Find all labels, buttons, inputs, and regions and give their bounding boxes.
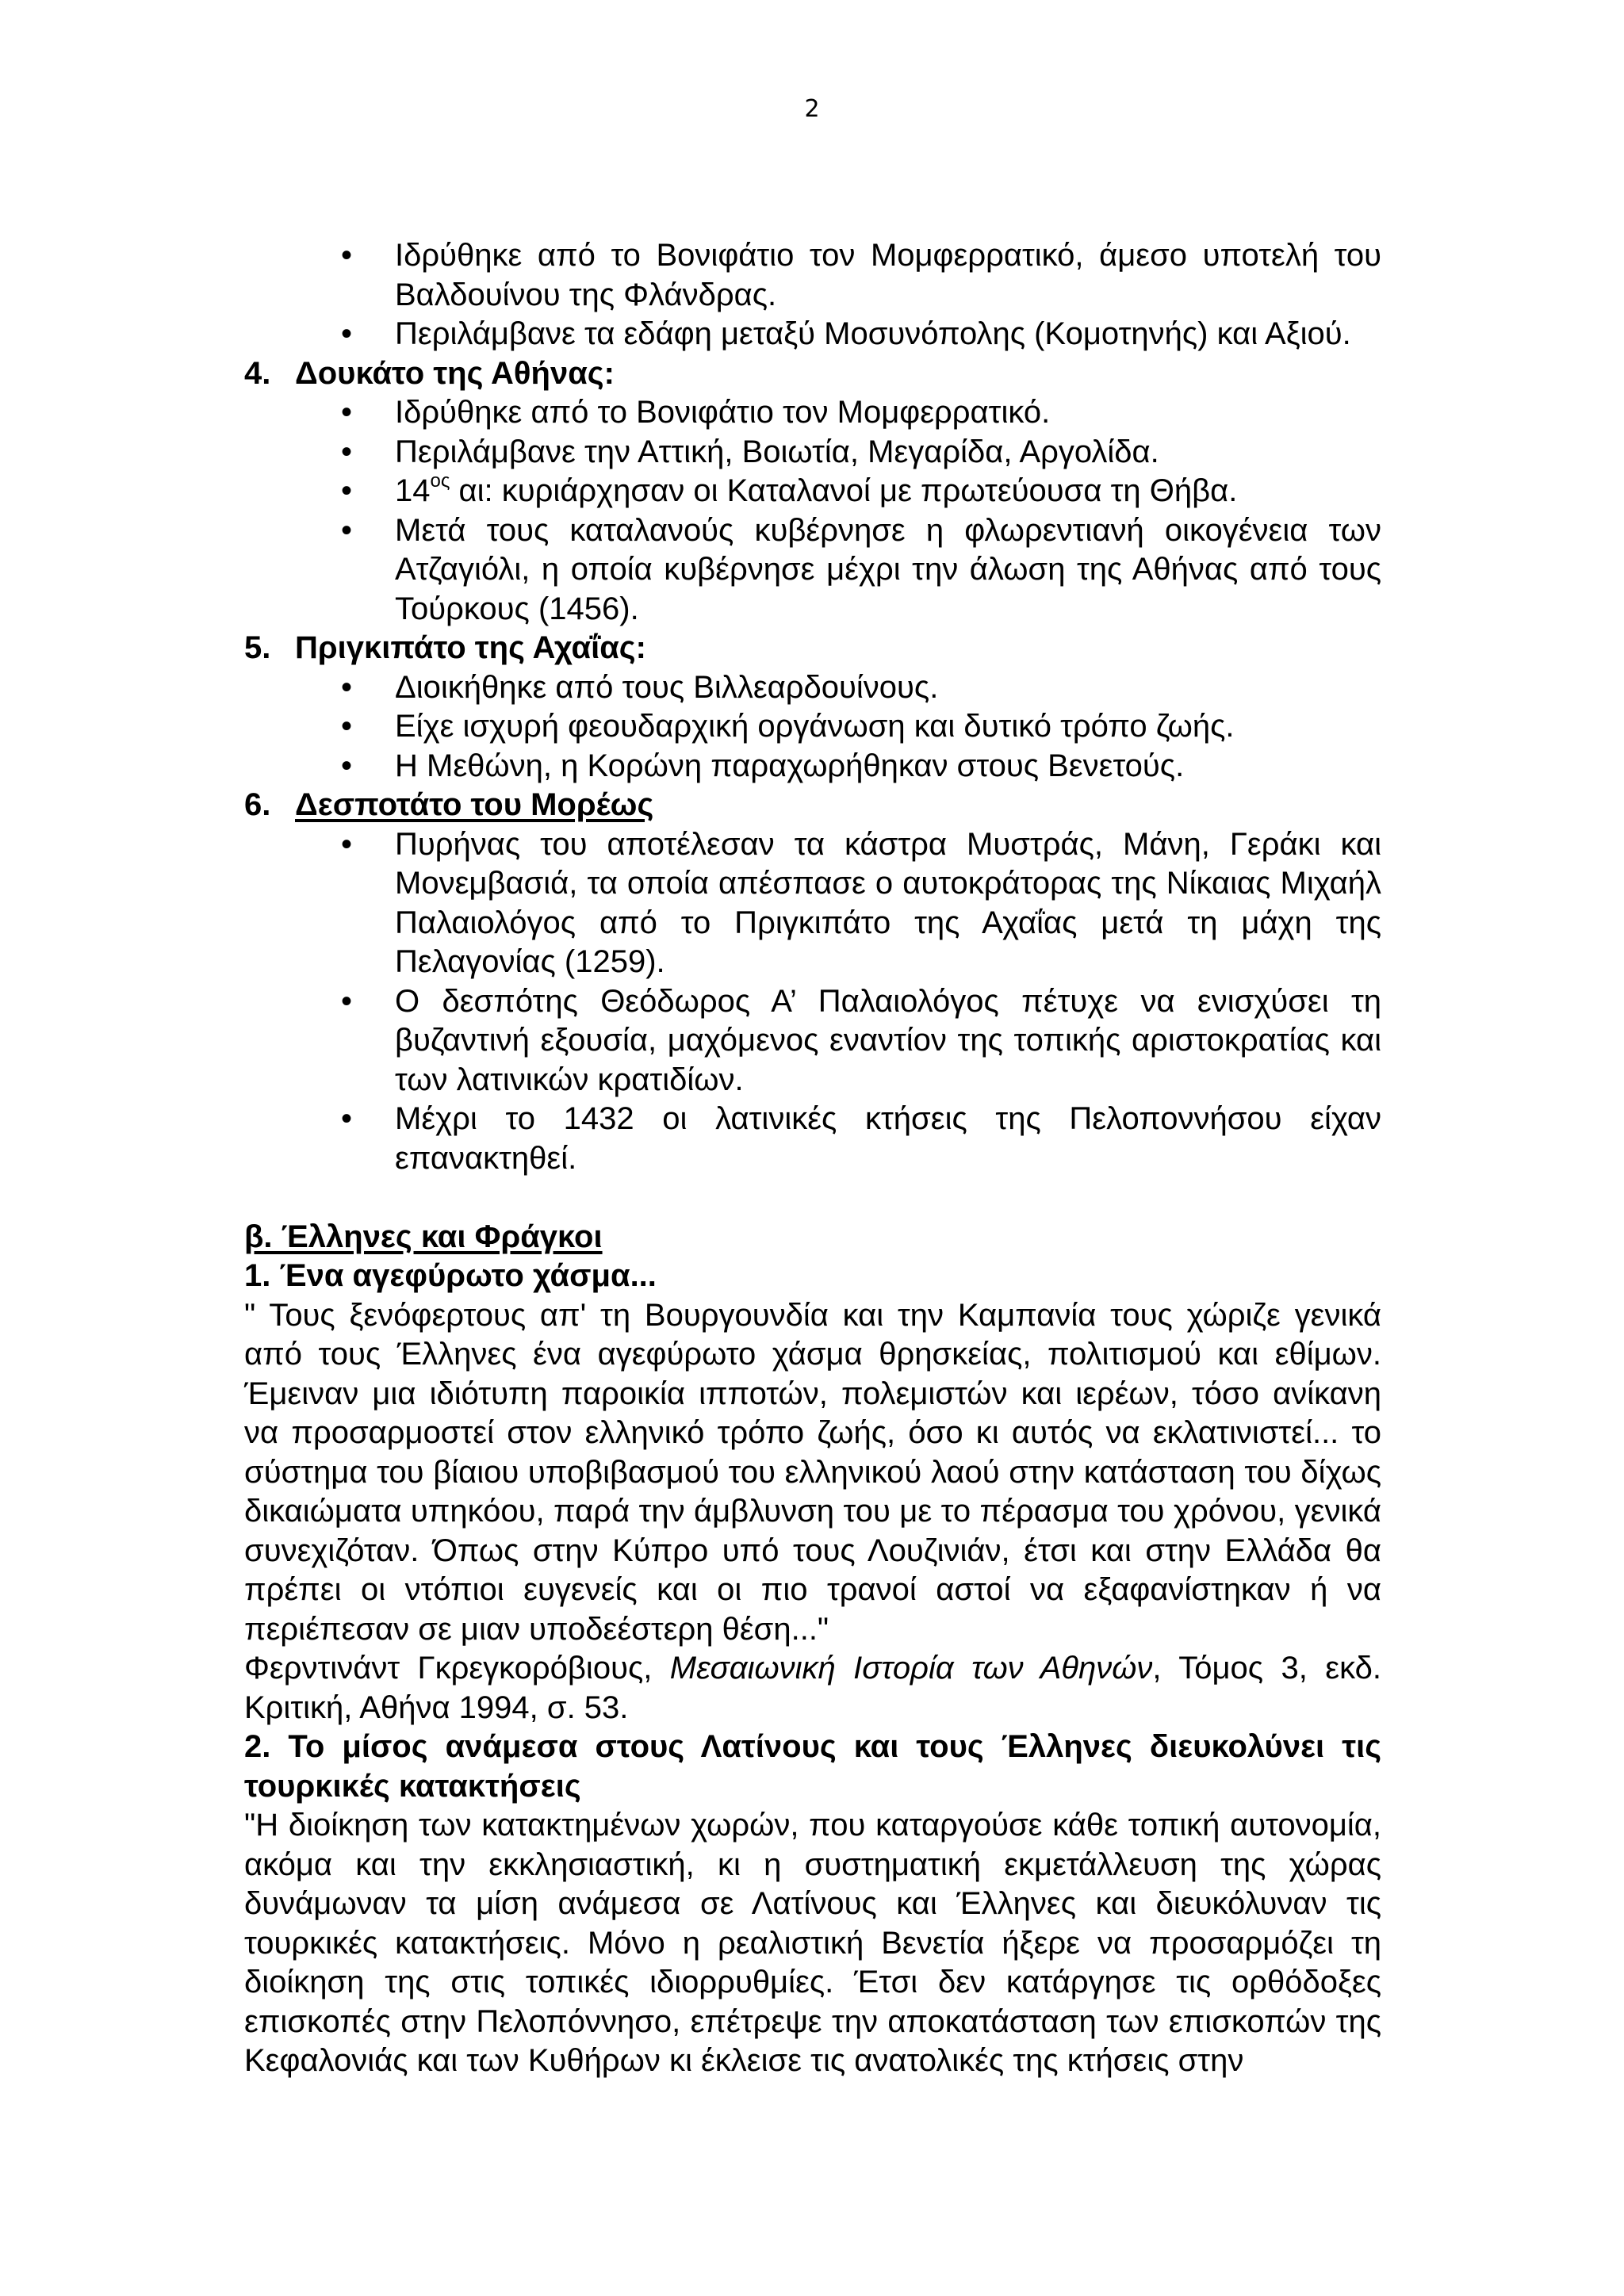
section-title: Πριγκιπάτο της Αχαΐας: (295, 630, 646, 665)
section-4-bullets (244, 393, 1381, 629)
section-5-bullets (244, 668, 1381, 786)
section-number: 5. (244, 630, 271, 665)
list-item: • Ο δεσπότης Θεόδωρος Α’ Παλαιολόγος πέτυχε να ενισχύσει τη βυζαντινή εξουσία, μαχόμενος εναντίον της τοπικής αριστοκρατίας και των λατινικών κρατιδίων. (395, 982, 1381, 1100)
list-item-century (395, 469, 1381, 511)
list-item: • Είχε ισχυρή φεουδαρχική οργάνωση και δυτικό τρόπο ζωής. (395, 707, 1381, 747)
citation-book-title: Μεσαιωνική Ιστορία των Αθηνών (669, 1651, 1153, 1686)
section-title: Δεσποτάτο του Μορέως (295, 787, 654, 822)
subheading-1: 1. Ένα αγεφύρωτο χάσμα... (244, 1258, 657, 1293)
century-number: 14 (395, 473, 431, 508)
list-item: • Ιδρύθηκε από το Βονιφάτιο τον Μομφερρατικό. (395, 393, 1381, 433)
quote-1: " Τους ξενόφερτους απ' τη Βουργουνδία και την Καμπανία τους χώριζε γενικά από τους Έλληνες ένα αγεφύρωτο χάσμα θρησκείας, πολιτισμού και εθίμων. Έμειναν μια ιδιότυπη παροικία ιπποτών, πολεμιστών και ιερέων, τόσο ανίκανη να προσαρμοστεί στον ελληνικό τρόπο ζωής, όσο κι αυτός να εκλατινιστεί... το σύστημα του βίαιου υποβιβασμού του ελληνικού λαού στην κατάσταση του δίχως δικαιώματα υπηκόου, παρά την άμβλυνση του με το πέρασμα του χρόνου, γενικά συνεχιζόταν. Όπως στην Κύπρο υπό τους Λουζινιάν, έτσι και στην Ελλάδα θα πρέπει οι ντόπιοι ευγενείς και οι πιο τρανοί αστοί να εξαφανίστηκαν ή να περιέπεσαν σε μιαν υποδεέστερη θέση..." (244, 1297, 1381, 1647)
citation-details: , Τόμος 3, εκδ. Κριτική, Αθήνα 1994, σ. 53. (244, 1651, 1382, 1725)
list-item: • Διοικήθηκε από τους Βιλλεαρδουίνους. (395, 668, 1381, 708)
subheading-2: 2. Το μίσος ανάμεσα στους Λατίνους και τους Έλληνες διευκολύνει τις τουρκικές κατακτήσεις (244, 1729, 1381, 1804)
section-heading-4 (244, 354, 1381, 394)
century-text: αι: κυριάρχησαν οι Καταλανοί με πρωτεύουσα τη Θήβα. (450, 473, 1238, 508)
page-number: 2 (804, 95, 820, 123)
list-item: • Περιλάμβανε τα εδάφη μεταξύ Μοσυνόπολης (Κομοτηνής) και Αξιού. (395, 315, 1381, 354)
section-number: 6. (244, 787, 271, 822)
list-item: • Μετά τους καταλανούς κυβέρνησε η φλωρεντιανή οικογένεια των Ατζαγιόλι, η οποία κυβέρνησε μέχρι την άλωση της Αθήνας από τους Τούρκους (1456). (395, 511, 1381, 629)
list-item: • Περιλάμβανε την Αττική, Βοιωτία, Μεγαρίδα, Αργολίδα. (395, 433, 1381, 473)
list-item: • Πυρήνας του αποτέλεσαν τα κάστρα Μυστράς, Μάνη, Γεράκι και Μονεμβασιά, τα οποία απέσπασε ο αυτοκράτορας της Νίκαιας Μιχαήλ Παλαιολόγος από το Πριγκιπάτο της Αχαΐας μετά τη μάχη της Πελαγονίας (1259). (395, 825, 1381, 982)
ordinal-superscript: ος (430, 469, 450, 492)
section-number: 4. (244, 355, 271, 391)
top-bullet-list (244, 236, 1381, 354)
quote-2: "Η διοίκηση των κατακτημένων χωρών, που καταργούσε κάθε τοπική αυτονομία, ακόμα και την εκκλησιαστική, κι η συστηματική εκμετάλλευση της χώρας δυνάμωναν τα μίση ανάμεσα σε Λατίνους και Έλληνες και διευκόλυναν τις τουρκικές κατακτήσεις. Μόνο η ρεαλιστική Βενετία ήξερε να προσαρμόζει τη διοίκηση της στις τοπικές ιδιορρυθμίες. Έτσι δεν κατάργησε τις ορθόδοξες επισκοπές στην Πελοπόννησο, επέτρεψε την αποκατάσταση των επισκοπών της Κεφαλονιάς και των Κυθήρων κι έκλεισε τις ανατολικές της κτήσεις στην (244, 1808, 1381, 2078)
section-6-bullets (244, 825, 1381, 1179)
part-b-heading: β. Έλληνες και Φράγκοι (244, 1219, 603, 1254)
section-heading-5 (244, 629, 1381, 668)
spacer (244, 1178, 1381, 1218)
list-item: • Μέχρι το 1432 οι λατινικές κτήσεις της Πελοποννήσου είχαν επανακτηθεί. (395, 1100, 1381, 1178)
section-title: Δουκάτο της Αθήνας: (295, 355, 615, 391)
citation-author: Φερντινάντ Γκρεγκορόβιους, (244, 1651, 670, 1686)
list-item: • Η Μεθώνη, η Κορώνη παραχωρήθηκαν στους Βενετούς. (395, 747, 1381, 786)
section-heading-6 (244, 786, 1381, 825)
citation-1 (244, 1649, 1381, 1728)
document-body (244, 236, 1381, 2081)
list-item: • Ιδρύθηκε από το Βονιφάτιο τον Μομφερρατικό, άμεσο υποτελή του Βαλδουίνου της Φλάνδρας. (395, 236, 1381, 315)
